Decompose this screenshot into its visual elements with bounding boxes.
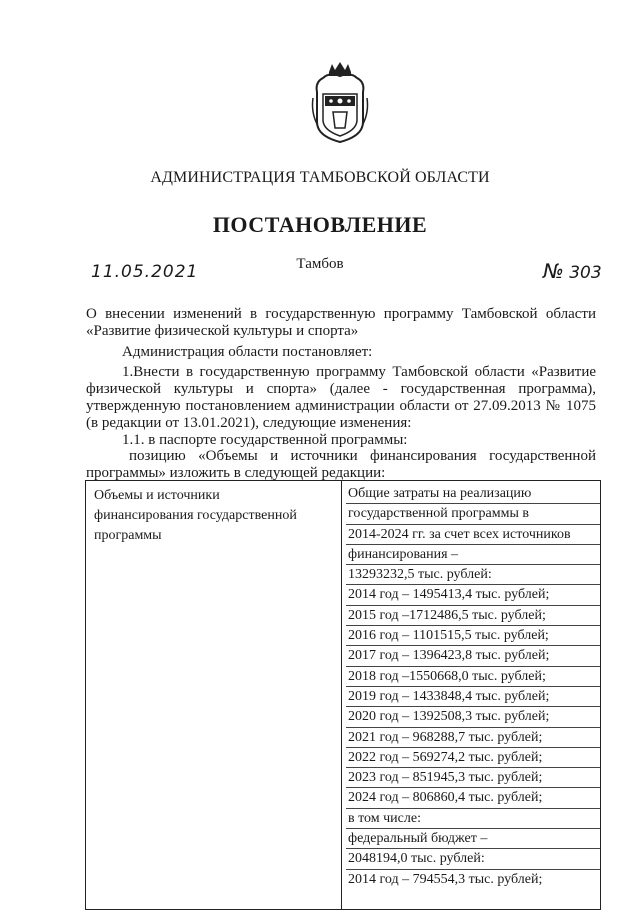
- table-row: 2015 год –1712486,5 тыс. рублей;: [346, 606, 600, 626]
- left-cell-line: Объемы и источники: [94, 488, 220, 503]
- table-row: 2014 год – 794554,3 тыс. рублей;: [348, 871, 543, 887]
- left-cell-line: финансирования государственной: [94, 508, 297, 523]
- administration-heading: АДМИНИСТРАЦИЯ ТАМБОВСКОЙ ОБЛАСТИ: [150, 169, 490, 186]
- table-row: Общие затраты на реализацию: [346, 484, 600, 504]
- document-title: ПОСТАНОВЛЕНИЕ: [212, 212, 428, 237]
- table-row: 2017 год – 1396423,8 тыс. рублей;: [346, 646, 600, 666]
- table-right-cell: [346, 484, 600, 890]
- document-date: 11.05.2021: [91, 262, 199, 282]
- number-sign: №: [543, 259, 564, 283]
- item-1-2-line-2: программы» изложить в следующей редакции:: [86, 465, 386, 481]
- table-row: 2023 год – 851945,3 тыс. рублей;: [346, 768, 600, 788]
- table-row: финансирования –: [346, 545, 600, 565]
- number-value: 303: [569, 263, 602, 283]
- table-row: в том числе:: [346, 809, 600, 829]
- table-row: государственной программы в: [346, 504, 600, 524]
- table-row: 2048194,0 тыс. рублей:: [346, 849, 600, 869]
- document-number: [543, 259, 602, 283]
- item-1-line-2: физической культуры и спорта» (далее - государственная программа),: [86, 381, 596, 397]
- item-1-line-4: (в редакции от 13.01.2021), следующие изменения:: [86, 415, 412, 431]
- table-row: 2018 год –1550668,0 тыс. рублей;: [346, 667, 600, 687]
- coat-of-arms-icon: [309, 62, 371, 144]
- table-row: 2014-2024 гг. за счет всех источников: [346, 525, 600, 545]
- table-row: 2014 год – 1495413,4 тыс. рублей;: [346, 585, 600, 605]
- subject-line-1: О внесении изменений в государственную программу Тамбовской области: [86, 306, 596, 322]
- item-1-1: 1.1. в паспорте государственной программы:: [122, 432, 408, 448]
- funding-table: [85, 480, 601, 910]
- table-row: 2022 год – 569274,2 тыс. рублей;: [346, 748, 600, 768]
- document-city: Тамбов: [296, 256, 344, 272]
- table-left-cell: [94, 486, 334, 546]
- intro-paragraph: Администрация области постановляет:: [122, 344, 373, 360]
- item-1-line-1: 1.Внести в государственную программу Тамбовской области «Развитие: [122, 364, 596, 380]
- item-1-line-3: утвержденную постановлением администрации области от 27.09.2013 № 1075: [86, 398, 596, 414]
- table-row: 2019 год – 1433848,4 тыс. рублей;: [346, 687, 600, 707]
- table-row: федеральный бюджет –: [346, 829, 600, 849]
- table-row: 2021 год – 968288,7 тыс. рублей;: [346, 728, 600, 748]
- subject-line-2: «Развитие физической культуры и спорта»: [86, 323, 359, 339]
- left-cell-line: программы: [94, 528, 162, 543]
- table-column-divider: [341, 481, 342, 909]
- table-row: 2016 год – 1101515,5 тыс. рублей;: [346, 626, 600, 646]
- table-row: 13293232,5 тыс. рублей:: [346, 565, 600, 585]
- table-row: 2024 год – 806860,4 тыс. рублей;: [346, 788, 600, 808]
- table-row: 2020 год – 1392508,3 тыс. рублей;: [346, 707, 600, 727]
- item-1-2-line-1: позицию «Объемы и источники финансирования государственной: [129, 448, 596, 464]
